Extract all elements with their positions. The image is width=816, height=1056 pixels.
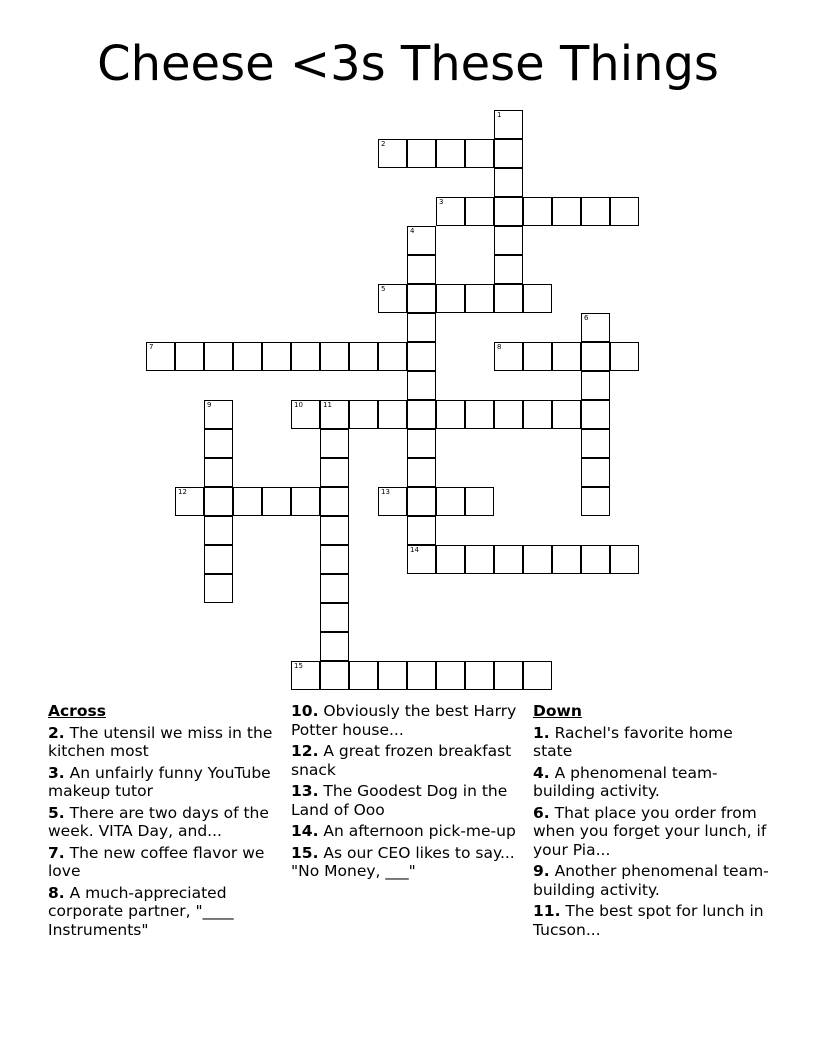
- across-clues-continued-column: [291, 702, 519, 884]
- clue-item: [291, 702, 519, 739]
- crossword-cell[interactable]: [291, 487, 320, 516]
- cell-number: 14: [410, 546, 419, 554]
- crossword-cell[interactable]: [581, 197, 610, 226]
- clue-number: 11.: [533, 902, 561, 920]
- crossword-cell[interactable]: [349, 661, 378, 690]
- cell-number: 8: [497, 343, 502, 351]
- cell-number: 3: [439, 198, 444, 206]
- page-title: Cheese <3s These Things: [97, 36, 719, 92]
- crossword-cell[interactable]: [610, 197, 639, 226]
- clue-number: 7.: [48, 843, 65, 862]
- crossword-cell[interactable]: [233, 342, 262, 371]
- crossword-cell[interactable]: [465, 545, 494, 574]
- crossword-cell[interactable]: [407, 458, 436, 487]
- clue-item: [533, 862, 773, 899]
- crossword-cell[interactable]: [291, 342, 320, 371]
- crossword-cell[interactable]: [175, 342, 204, 371]
- clue-number: 6.: [533, 803, 550, 822]
- crossword-cell[interactable]: [407, 429, 436, 458]
- crossword-cell[interactable]: [407, 313, 436, 342]
- across-clue-list-continued: [291, 702, 519, 881]
- clue-number: 2.: [48, 723, 65, 742]
- cell-number: 12: [178, 488, 187, 496]
- crossword-cell[interactable]: [465, 400, 494, 429]
- cell-number: 4: [410, 227, 415, 235]
- crossword-cell[interactable]: [581, 400, 610, 429]
- crossword-cell[interactable]: [320, 429, 349, 458]
- crossword-cell[interactable]: [204, 487, 233, 516]
- crossword-cell[interactable]: [581, 429, 610, 458]
- crossword-cell[interactable]: [175, 487, 204, 516]
- across-heading: Across: [48, 702, 106, 720]
- crossword-cell[interactable]: [465, 284, 494, 313]
- clue-text: That place you order from when you forget your lunch, if your Pia...: [533, 803, 767, 859]
- cell-number: 10: [294, 401, 303, 409]
- crossword-cell[interactable]: [494, 284, 523, 313]
- clue-text: A much-appreciated corporate partner, "____ Instruments": [48, 883, 234, 939]
- crossword-cell[interactable]: [581, 342, 610, 371]
- crossword-cell[interactable]: [494, 139, 523, 168]
- clue-item: [533, 764, 773, 801]
- crossword-cell[interactable]: [494, 197, 523, 226]
- crossword-cell[interactable]: [581, 458, 610, 487]
- crossword-cell[interactable]: [552, 342, 581, 371]
- clue-text: The Goodest Dog in the Land of Ooo: [291, 782, 508, 819]
- crossword-cell[interactable]: [552, 197, 581, 226]
- crossword-cell[interactable]: [204, 342, 233, 371]
- clue-text: There are two days of the week. VITA Day, and...: [48, 803, 269, 840]
- crossword-cell[interactable]: [407, 400, 436, 429]
- down-clues-column: [533, 702, 773, 942]
- crossword-cell[interactable]: [436, 284, 465, 313]
- crossword-cell[interactable]: [494, 342, 523, 371]
- clue-item: [48, 804, 278, 841]
- clue-text: As our CEO likes to say... "No Money, ___": [291, 843, 515, 880]
- crossword-cell[interactable]: [320, 603, 349, 632]
- clue-text: Another phenomenal team-building activity.: [533, 862, 769, 899]
- clue-item: [291, 742, 519, 779]
- clue-item: [48, 884, 278, 940]
- crossword-cell[interactable]: [436, 545, 465, 574]
- crossword-cell[interactable]: [523, 400, 552, 429]
- clue-number: 4.: [533, 763, 550, 782]
- cell-number: 6: [584, 314, 589, 322]
- crossword-cell[interactable]: [494, 110, 523, 139]
- crossword-cell[interactable]: [146, 342, 175, 371]
- crossword-cell[interactable]: [291, 661, 320, 690]
- crossword-cell[interactable]: [436, 197, 465, 226]
- clue-item: [291, 822, 519, 841]
- clue-item: [291, 844, 519, 881]
- crossword-cell[interactable]: [233, 487, 262, 516]
- crossword-cell[interactable]: [378, 400, 407, 429]
- cell-number: 1: [497, 111, 502, 119]
- clue-item: [48, 844, 278, 881]
- crossword-cell[interactable]: [204, 429, 233, 458]
- clue-text: The best spot for lunch in Tucson...: [533, 902, 764, 939]
- crossword-cell[interactable]: [204, 545, 233, 574]
- crossword-cell[interactable]: [494, 226, 523, 255]
- crossword-cell[interactable]: [407, 284, 436, 313]
- crossword-cell[interactable]: [494, 255, 523, 284]
- clue-number: 3.: [48, 763, 65, 782]
- down-heading: Down: [533, 702, 582, 720]
- crossword-cell[interactable]: [349, 400, 378, 429]
- crossword-cell[interactable]: [436, 400, 465, 429]
- crossword-cell[interactable]: [494, 168, 523, 197]
- crossword-cell[interactable]: [262, 342, 291, 371]
- clue-item: [533, 804, 773, 860]
- crossword-cell[interactable]: [204, 458, 233, 487]
- crossword-cell[interactable]: [581, 487, 610, 516]
- crossword-cell[interactable]: [552, 400, 581, 429]
- clue-text: An afternoon pick-me-up: [318, 822, 516, 840]
- crossword-cell[interactable]: [320, 516, 349, 545]
- crossword-cell[interactable]: [552, 545, 581, 574]
- crossword-cell[interactable]: [465, 197, 494, 226]
- clue-item: [48, 764, 278, 801]
- crossword-cell[interactable]: [494, 661, 523, 690]
- crossword-cell[interactable]: [378, 487, 407, 516]
- crossword-cell[interactable]: [465, 139, 494, 168]
- cell-number: 11: [323, 401, 332, 409]
- crossword-cell[interactable]: [320, 545, 349, 574]
- crossword-cell[interactable]: [378, 139, 407, 168]
- clue-number: 14.: [291, 822, 319, 840]
- crossword-cell[interactable]: [465, 487, 494, 516]
- crossword-cell[interactable]: [465, 661, 494, 690]
- crossword-cell[interactable]: [523, 342, 552, 371]
- crossword-cell[interactable]: [204, 574, 233, 603]
- clue-text: The utensil we miss in the kitchen most: [48, 723, 273, 760]
- crossword-cell[interactable]: [378, 661, 407, 690]
- cell-number: 7: [149, 343, 154, 351]
- crossword-cell[interactable]: [494, 545, 523, 574]
- crossword-cell[interactable]: [320, 574, 349, 603]
- crossword-cell[interactable]: [407, 255, 436, 284]
- clue-text: An unfairly funny YouTube makeup tutor: [48, 763, 271, 800]
- crossword-cell[interactable]: [407, 516, 436, 545]
- clue-text: Rachel's favorite home state: [533, 723, 733, 760]
- clue-number: 9.: [533, 862, 550, 880]
- clue-item: [291, 782, 519, 819]
- crossword-cell[interactable]: [407, 139, 436, 168]
- crossword-cell[interactable]: [523, 284, 552, 313]
- crossword-cell[interactable]: [436, 487, 465, 516]
- clue-text: A phenomenal team-building activity.: [533, 763, 718, 800]
- crossword-cell[interactable]: [581, 545, 610, 574]
- crossword-cell[interactable]: [407, 487, 436, 516]
- crossword-cell[interactable]: [320, 400, 349, 429]
- crossword-cell[interactable]: [523, 661, 552, 690]
- across-clue-list: [48, 724, 278, 940]
- crossword-cell[interactable]: [378, 342, 407, 371]
- crossword-cell[interactable]: [320, 661, 349, 690]
- crossword-cell[interactable]: [320, 487, 349, 516]
- clue-number: 15.: [291, 843, 319, 862]
- cell-number: 5: [381, 285, 386, 293]
- clue-number: 8.: [48, 883, 65, 902]
- crossword-cell[interactable]: [436, 661, 465, 690]
- crossword-cell[interactable]: [204, 400, 233, 429]
- clue-item: [533, 902, 773, 939]
- clue-number: 1.: [533, 723, 550, 742]
- crossword-cell[interactable]: [581, 371, 610, 400]
- crossword-cell[interactable]: [349, 342, 378, 371]
- crossword-cell[interactable]: [320, 342, 349, 371]
- clue-number: 13.: [291, 782, 319, 800]
- cell-number: 2: [381, 140, 386, 148]
- crossword-cell[interactable]: [494, 400, 523, 429]
- cell-number: 13: [381, 488, 390, 496]
- cell-number: 9: [207, 401, 212, 409]
- across-clues-column: [48, 702, 278, 942]
- crossword-cell[interactable]: [407, 342, 436, 371]
- crossword-cell[interactable]: [320, 458, 349, 487]
- clue-number: 12.: [291, 742, 319, 760]
- crossword-cell[interactable]: [262, 487, 291, 516]
- crossword-cell[interactable]: [378, 284, 407, 313]
- crossword-cell[interactable]: [407, 371, 436, 400]
- crossword-cell[interactable]: [407, 545, 436, 574]
- cell-number: 15: [294, 662, 303, 670]
- crossword-cell[interactable]: [204, 516, 233, 545]
- clue-text: Obviously the best Harry Potter house...: [291, 702, 517, 739]
- clue-item: [48, 724, 278, 761]
- crossword-cell[interactable]: [291, 400, 320, 429]
- crossword-cell[interactable]: [610, 545, 639, 574]
- crossword-cell[interactable]: [581, 313, 610, 342]
- crossword-cell[interactable]: [407, 661, 436, 690]
- down-clue-list: [533, 724, 773, 940]
- crossword-cell[interactable]: [436, 139, 465, 168]
- crossword-cell[interactable]: [610, 342, 639, 371]
- clue-number: 5.: [48, 803, 65, 822]
- crossword-cell[interactable]: [523, 197, 552, 226]
- crossword-cell[interactable]: [523, 545, 552, 574]
- clue-text: A great frozen breakfast snack: [291, 742, 512, 779]
- crossword-cell[interactable]: [407, 226, 436, 255]
- clue-text: The new coffee flavor we love: [48, 843, 265, 880]
- clue-item: [533, 724, 773, 761]
- crossword-cell[interactable]: [320, 632, 349, 661]
- clue-number: 10.: [291, 702, 319, 720]
